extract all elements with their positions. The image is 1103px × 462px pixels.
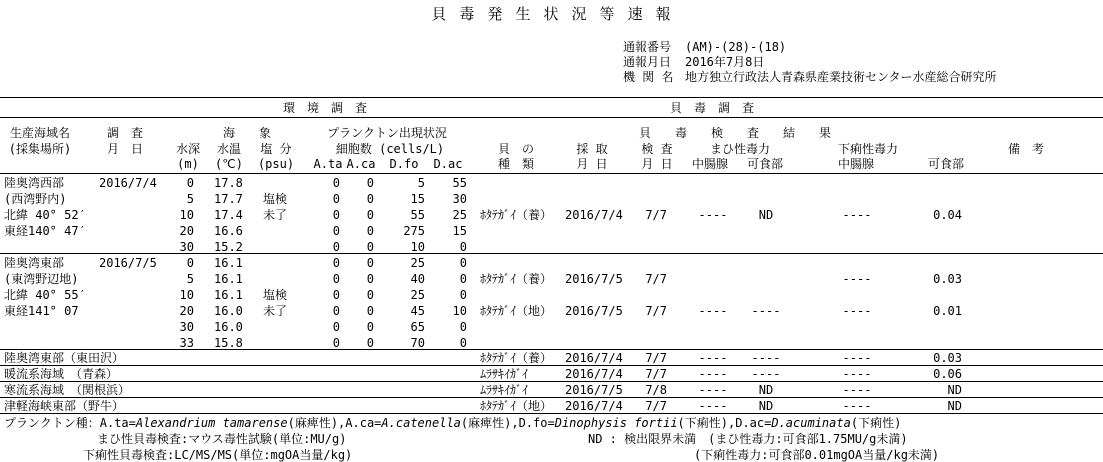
dsp-edible-cell: 0.03 [933,272,962,286]
psp-midgut-cell: ---- [698,351,728,365]
dsp-midgut-cell: ---- [842,272,872,286]
plankton-header: プランクトン出現状況 [327,126,447,140]
aca-cell: 0 [366,288,374,302]
report-date-value: 2016年7月8日 [685,55,765,69]
inspect-date-cell: 7/7 [645,272,667,286]
salinity-cell: 未了 [263,208,288,222]
dsp-midgut-cell: ---- [842,351,872,365]
psp-edible-cell: ND [758,208,774,222]
aca-cell: 0 [366,304,374,318]
ata-cell: 0 [332,240,340,254]
dsp-midgut-header: 中腸腺 [837,157,875,171]
ata-cell: 0 [332,272,340,286]
ata-cell: 0 [332,208,340,222]
dfo-cell: 5 [417,176,425,190]
dfo-cell: 55 [410,208,425,222]
ata-cell: 0 [332,224,340,238]
dsp-edible-cell: 0.01 [933,304,962,318]
depth-cell: 30 [179,320,194,334]
area-label: 北緯 40° 55′ [4,288,86,302]
org-value: 地方独立行政法人青森県産業技術センター水産総合研究所 [685,70,997,84]
inspect-sub-header: 月 日 [641,157,673,171]
dac-cell: 55 [452,176,467,190]
aca-cell: 0 [366,224,374,238]
dsp-edible-cell: ND [947,383,962,397]
depth-cell: 30 [179,240,194,254]
temp-cell: 15.2 [214,240,243,254]
depth-cell: 0 [186,256,194,270]
area-label: 寒流系海域 （関根浜） [4,383,131,397]
psp-edible-header: 可食部 [746,157,784,171]
temp-cell: 17.8 [214,176,243,190]
rule-extra-1 [0,365,1103,366]
dac-cell: 0 [459,288,467,302]
aca-cell: 0 [366,320,374,334]
survey-sub-header: 月 日 [106,142,144,156]
psp-midgut-cell: ---- [698,304,728,318]
sample-date-cell: 2016/7/5 [565,304,623,318]
inspect-date-cell: 7/7 [645,399,667,413]
psp-method-note: まひ性貝毒検査:マウス毒性試験(単位:MU/g) [97,432,347,446]
cell-count-header: 細胞数 (cells/L) [335,142,445,156]
temp-cell: 17.7 [214,192,243,206]
dfo-cell: 65 [410,320,425,334]
shell-type-cell: ﾑﾗｻｷｲｶﾞｲ [480,383,529,397]
inspect-header: 検 査 [641,142,673,156]
report-date-label: 通報月日 [623,55,672,69]
psp-edible-cell: ---- [751,351,781,365]
psp-edible-cell: ND [758,383,774,397]
psp-midgut-cell: ---- [698,367,728,381]
temp-cell: 17.4 [214,208,243,222]
temp-header: 水温 [216,142,242,156]
aca-cell: 0 [366,192,374,206]
area-label: 津軽海峡東部（野牛） [4,399,125,413]
rule-header-bottom [0,173,1103,174]
rule-extra-4 [0,413,1103,414]
salinity-unit: (psu) [257,157,295,171]
aca-cell: 0 [366,176,374,190]
psp-edible-cell: ---- [751,367,781,381]
rule-group-2 [0,349,1103,350]
ata-cell: 0 [332,288,340,302]
sample-sub-header: 月 日 [576,157,608,171]
rule-group-1 [0,253,1103,254]
depth-cell: 33 [179,336,194,350]
dsp-midgut-cell: ---- [842,208,872,222]
dsp-edible-cell: 0.04 [933,208,962,222]
inspect-date-cell: 7/7 [645,367,667,381]
dac-cell: 15 [452,224,467,238]
dac-header: D.ac [433,157,463,171]
rule-extra-2 [0,381,1103,382]
area-label: 東経140° 47′ [4,224,86,238]
psp-midgut-cell: ---- [698,208,728,222]
depth-cell: 5 [186,272,194,286]
area-label: 東経141° 07 [4,304,79,318]
dfo-cell: 275 [403,224,425,238]
report-number-label: 通報番号 [623,40,672,54]
psp-header: まひ性毒力 [709,142,771,156]
dsp-edible-header: 可食部 [927,157,965,171]
sample-date-cell: 2016/7/4 [565,367,623,381]
ata-header: A.ta [313,157,343,171]
rule-extra-3 [0,397,1103,398]
nd-note: ND : 検出限界未満 (まひ性毒力:可食部1.75MU/g未満) [588,432,908,446]
temp-cell: 15.8 [214,336,243,350]
depth-cell: 20 [179,224,194,238]
ata-cell: 0 [332,336,340,350]
dfo-cell: 15 [410,192,425,206]
dac-cell: 30 [452,192,467,206]
area-name-header: 生産海域名 [9,126,71,140]
dsp-limit-note: (下痢性毒力:可食部0.01mgOA当量/kg未満) [694,448,940,462]
dac-cell: 0 [459,336,467,350]
page-title: 貝 毒 発 生 状 況 等 速 報 [431,5,673,23]
shell-type-cell: ﾎﾀﾃｶﾞｲ（養） [480,351,553,365]
temp-cell: 16.1 [214,288,243,302]
depth-unit: (m) [177,157,199,171]
area-label: 北緯 40° 52′ [4,208,86,222]
dfo-cell: 10 [410,240,425,254]
rule-top [0,97,1103,98]
sample-date-cell: 2016/7/5 [565,272,623,286]
temp-cell: 16.6 [214,224,243,238]
shell-type-cell: ﾎﾀﾃｶﾞｲ（養） [480,208,553,222]
depth-cell: 5 [186,192,194,206]
sea-condition-header: 海 象 [222,126,272,140]
plankton-species-note: プランクトン種：A.ta=Alexandrium tamarense(麻痺性),A.ca=A.catenella(麻痺性),D.fo=Dinophysis fortii(下痢性),D.ac=D.acuminata(下痢性) [4,416,902,430]
ata-cell: 0 [332,192,340,206]
shell-type-cell: ﾑﾗｻｷｲｶﾞｲ [480,367,529,381]
env-survey-header: 環 境 調 査 [282,101,368,115]
rule-header [0,117,1103,118]
psp-midgut-cell: ---- [698,399,728,413]
dac-cell: 10 [452,304,467,318]
area-label: 陸奥湾東部（東田沢） [4,351,125,365]
psp-edible-cell: ND [758,399,774,413]
dsp-midgut-cell: ---- [842,304,872,318]
shell-type-cell: ﾎﾀﾃｶﾞｲ（地） [480,399,553,413]
salinity-header: 塩 分 [260,142,292,156]
psp-midgut-header: 中腸腺 [691,157,729,171]
area-label: 陸奥湾東部 [4,256,65,270]
dsp-edible-cell: 0.03 [933,351,962,365]
aca-cell: 0 [366,336,374,350]
inspect-date-cell: 7/8 [645,383,667,397]
area-sub-header: (採集場所) [8,142,72,156]
remarks-header: 備 考 [1007,142,1045,156]
dac-cell: 25 [452,208,467,222]
aca-cell: 0 [366,240,374,254]
temp-cell: 16.0 [214,320,243,334]
dac-cell: 0 [459,256,467,270]
dsp-header: 下痢性毒力 [837,142,899,156]
sample-date-cell: 2016/7/4 [565,208,623,222]
ata-cell: 0 [332,320,340,334]
area-label: (西湾野内) [4,192,67,206]
dsp-edible-cell: 0.06 [933,367,962,381]
sample-date-cell: 2016/7/4 [565,399,623,413]
ata-cell: 0 [332,256,340,270]
survey-date-header: 調 査 [106,126,144,140]
temp-unit: (℃) [215,157,243,171]
area-label: 陸奥湾西部 [4,176,65,190]
dac-cell: 0 [459,320,467,334]
salinity-cell: 塩検 [263,288,288,302]
survey-date: 2016/7/4 [99,176,157,190]
sample-date-cell: 2016/7/5 [565,383,623,397]
survey-date: 2016/7/5 [99,256,157,270]
inspect-date-cell: 7/7 [645,304,667,318]
ata-cell: 0 [332,176,340,190]
dsp-midgut-cell: ---- [842,367,872,381]
org-label: 機 関 名 [623,70,674,84]
psp-midgut-cell: ---- [698,383,728,397]
depth-header: 水深 [175,142,201,156]
area-label: (東湾野辺地) [4,272,79,286]
report-number-value: (AM)-(28)-(18) [685,40,787,54]
shell-sub-header: 種 類 [497,157,535,171]
temp-cell: 16.1 [214,256,243,270]
depth-cell: 10 [179,288,194,302]
aca-cell: 0 [366,208,374,222]
dsp-midgut-cell: ---- [842,383,872,397]
dfo-cell: 40 [410,272,425,286]
dsp-edible-cell: ND [947,399,962,413]
aca-header: A.ca [346,157,376,171]
aca-cell: 0 [366,272,374,286]
area-label: 暖流系海域 （青森） [4,367,119,381]
ata-cell: 0 [332,304,340,318]
dsp-method-note: 下痢性貝毒検査:LC/MS/MS(単位:mgOA当量/kg) [83,448,353,462]
shell-header: 貝 の [497,142,535,156]
sample-header: 採 取 [576,142,608,156]
dfo-cell: 25 [410,288,425,302]
dfo-header: D.fo [389,157,419,171]
depth-cell: 20 [179,304,194,318]
psp-edible-cell: ---- [751,304,781,318]
dfo-cell: 25 [410,256,425,270]
dac-cell: 0 [459,240,467,254]
salinity-cell: 未了 [263,304,288,318]
dfo-cell: 70 [410,336,425,350]
temp-cell: 16.0 [214,304,243,318]
temp-cell: 16.1 [214,272,243,286]
inspect-date-cell: 7/7 [645,208,667,222]
dfo-cell: 45 [410,304,425,318]
sample-date-cell: 2016/7/4 [565,351,623,365]
inspect-date-cell: 7/7 [645,351,667,365]
salinity-cell: 塩検 [263,192,288,206]
results-header: 貝 毒 検 査 結 果 [638,126,832,140]
toxin-survey-header: 貝 毒 調 査 [669,101,755,115]
shell-type-cell: ﾎﾀﾃｶﾞｲ（養） [480,272,553,286]
dsp-midgut-cell: ---- [842,399,872,413]
depth-cell: 0 [186,176,194,190]
dac-cell: 0 [459,272,467,286]
shell-type-cell: ﾎﾀﾃｶﾞｲ（地） [480,304,553,318]
aca-cell: 0 [366,256,374,270]
depth-cell: 10 [179,208,194,222]
